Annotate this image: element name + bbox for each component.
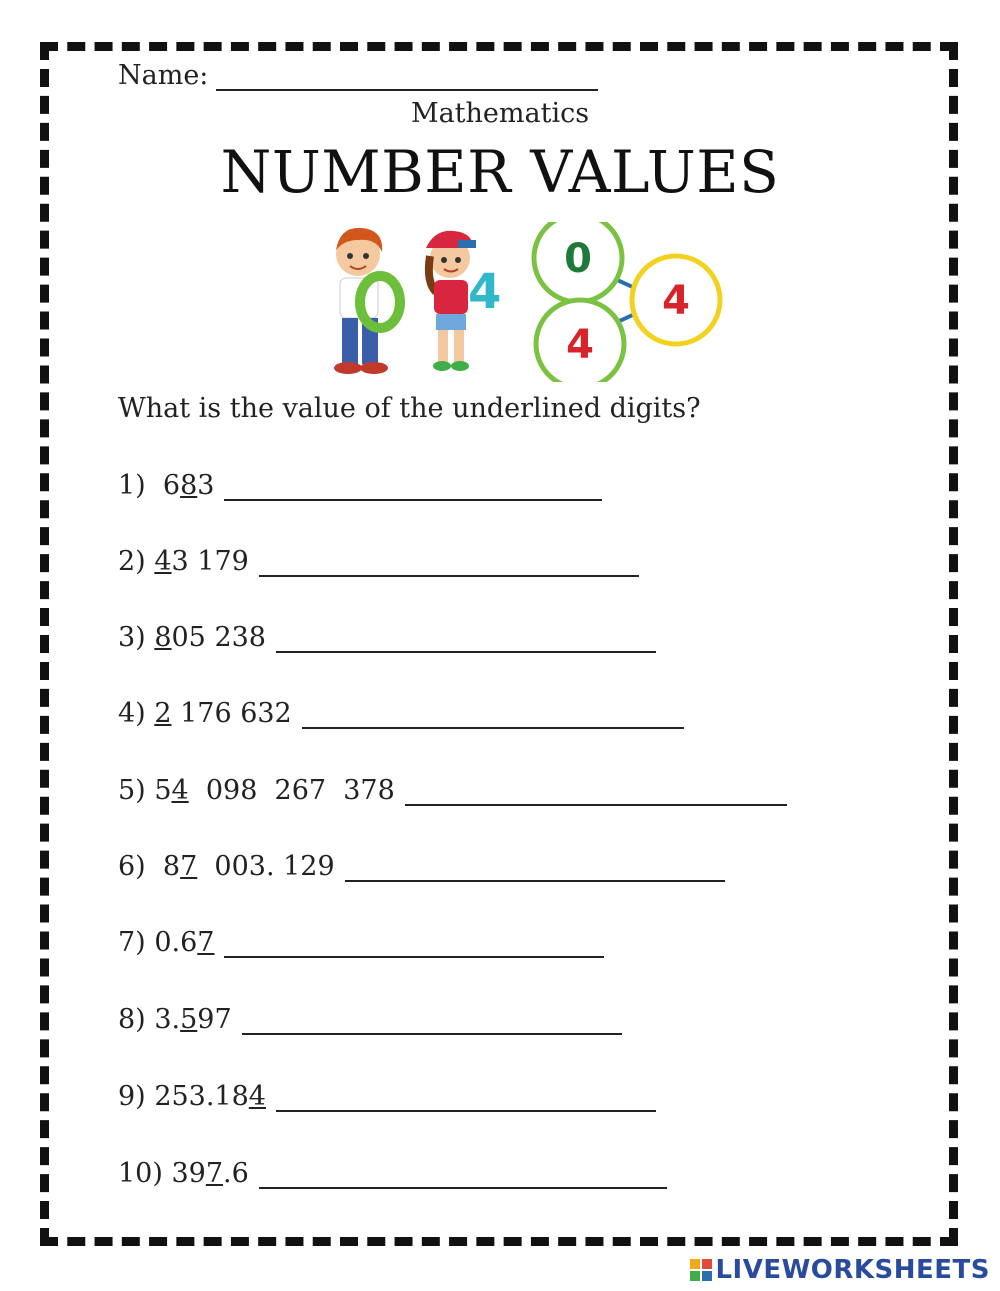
girl-figure bbox=[426, 231, 501, 371]
name-label: Name: bbox=[118, 60, 209, 91]
brand-text: LIVEWORKSHEETS bbox=[715, 1255, 990, 1285]
question-8: 8) 3.597 bbox=[118, 1004, 622, 1035]
answer-field[interactable] bbox=[224, 475, 602, 501]
digit-zero: 0 bbox=[564, 236, 592, 282]
svg-text:4: 4 bbox=[468, 264, 502, 320]
name-row bbox=[118, 60, 598, 91]
question-7: 7) 0.67 bbox=[118, 927, 604, 958]
subject-label: Mathematics bbox=[410, 98, 590, 129]
liveworksheets-logo[interactable] bbox=[690, 1255, 990, 1285]
question-6: 6) 87 003. 129 bbox=[118, 851, 725, 882]
page-title: NUMBER VALUES bbox=[220, 138, 780, 206]
instruction-text: What is the value of the underlined digits? bbox=[118, 393, 701, 424]
answer-field[interactable] bbox=[242, 1009, 622, 1035]
kids-numbers-illustration bbox=[318, 222, 728, 386]
question-3: 3) 805 238 bbox=[118, 622, 656, 653]
question-5: 5) 54 098 267 378 bbox=[118, 775, 787, 806]
name-field[interactable] bbox=[216, 63, 598, 91]
digit-four-bottom: 4 bbox=[566, 322, 594, 368]
question-10: 10) 397.6 bbox=[118, 1158, 667, 1189]
answer-field[interactable] bbox=[302, 703, 684, 729]
answer-field[interactable] bbox=[259, 1163, 667, 1189]
answer-field[interactable] bbox=[276, 1086, 656, 1112]
question-4: 4) 2 176 632 bbox=[118, 698, 684, 729]
digit-four-right: 4 bbox=[662, 278, 690, 324]
question-2: 2) 43 179 bbox=[118, 546, 639, 577]
answer-field[interactable] bbox=[405, 780, 787, 806]
logo-blocks-icon bbox=[690, 1259, 712, 1281]
question-9: 9) 253.184 bbox=[118, 1081, 656, 1112]
answer-field[interactable] bbox=[345, 856, 725, 882]
answer-field[interactable] bbox=[276, 627, 656, 653]
question-1: 1) 683 bbox=[118, 470, 602, 501]
answer-field[interactable] bbox=[224, 932, 604, 958]
boy-figure bbox=[334, 228, 400, 374]
answer-field[interactable] bbox=[259, 551, 639, 577]
